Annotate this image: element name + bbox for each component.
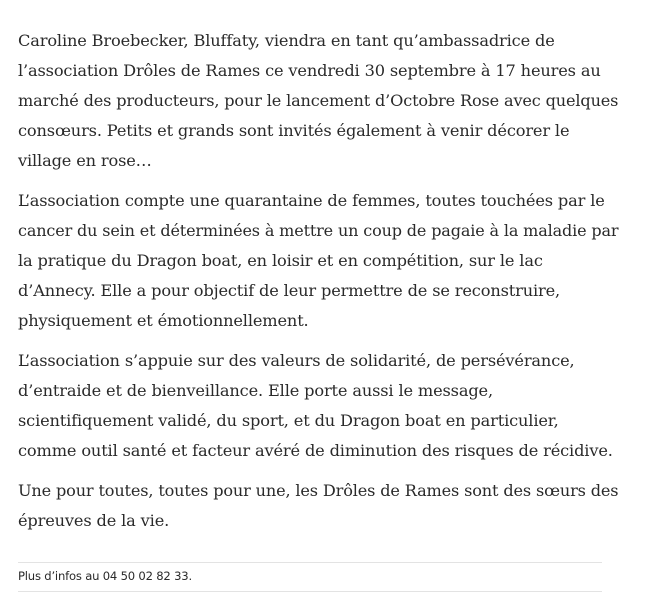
text-line: L’association compte une quarantaine de femmes, toutes touchées par le xyxy=(18,191,605,210)
text-line: l’association Drôles de Rames ce vendredi 30 septembre à 17 heures au xyxy=(18,61,601,80)
paragraph-association xyxy=(18,186,619,336)
paragraph-ambassadrice xyxy=(18,26,619,176)
text-line: comme outil santé et facteur avéré de diminution des risques de récidive. xyxy=(18,441,613,460)
text-line: scientifiquement validé, du sport, et du Dragon boat en particulier, xyxy=(18,411,559,430)
text-line: village en rose… xyxy=(18,151,152,170)
text-line: cancer du sein et déterminées à mettre un coup de pagaie à la maladie par xyxy=(18,221,619,240)
text-line: épreuves de la vie. xyxy=(18,511,170,530)
text-line: d’Annecy. Elle a pour objectif de leur permettre de se reconstruire, xyxy=(18,281,561,300)
article-body xyxy=(18,26,619,546)
text-line: physiquement et émotionnellement. xyxy=(18,311,309,330)
paragraph-conclusion xyxy=(18,476,619,536)
info-box xyxy=(18,562,602,592)
info-contact-text: Plus d’infos au 04 50 02 82 33. xyxy=(18,569,192,583)
text-line: Une pour toutes, toutes pour une, les Drôles de Rames sont des sœurs des xyxy=(18,481,619,500)
text-line: consœurs. Petits et grands sont invités également à venir décorer le xyxy=(18,121,570,140)
text-line: L’association s’appuie sur des valeurs de solidarité, de persévérance, xyxy=(18,351,575,370)
text-line: marché des producteurs, pour le lancement d’Octobre Rose avec quelques xyxy=(18,91,619,110)
text-line: Caroline Broebecker, Bluffaty, viendra en tant qu’ambassadrice de xyxy=(18,31,555,50)
text-line: d’entraide et de bienveillance. Elle porte aussi le message, xyxy=(18,381,493,400)
paragraph-valeurs xyxy=(18,346,613,466)
text-line: la pratique du Dragon boat, en loisir et en compétition, sur le lac xyxy=(18,251,543,270)
